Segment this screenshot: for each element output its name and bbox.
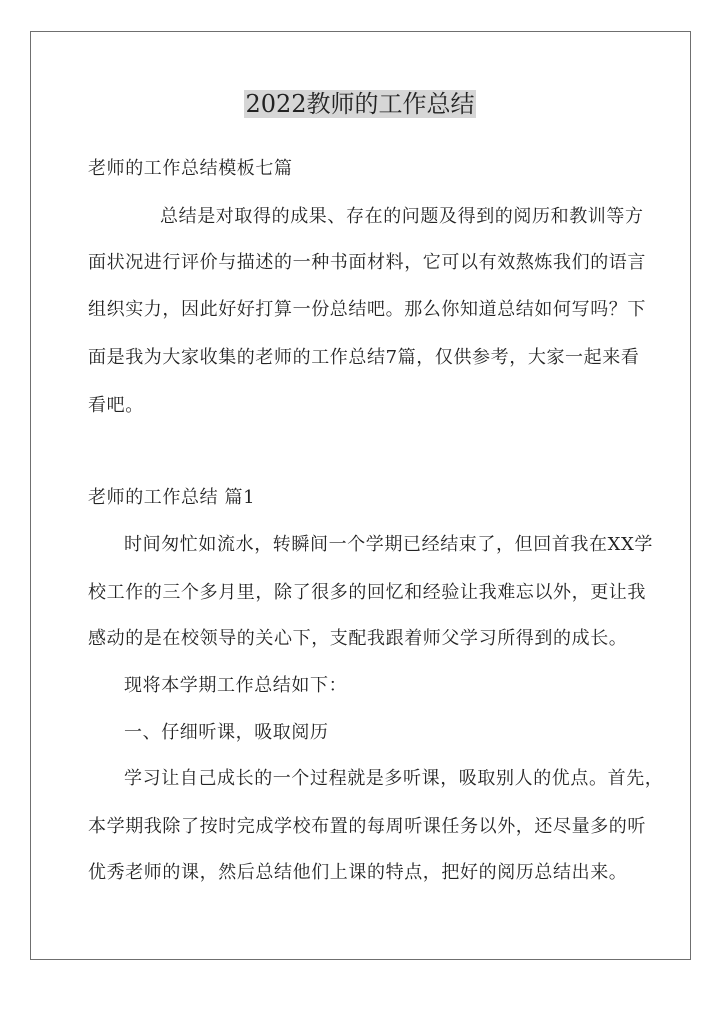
paragraph-3-line-1: 学习让自己成长的一个过程就是多听课，吸取别人的优点。首先， [124,768,664,789]
document-title [0,84,720,124]
document-subtitle: 老师的工作总结模板七篇 [88,158,293,179]
section-heading: 老师的工作总结 篇1 [88,487,256,508]
paragraph-2: 现将本学期工作总结如下： [124,675,348,696]
paragraph-1-line-1: 时间匆忙如流水，转瞬间一个学期已经结束了，但回首我在XX学 [124,534,654,555]
intro-line-1: 总结是对取得的成果、存在的问题及得到的阅历和教训等方 [160,206,644,227]
intro-line-2: 面状况进行评价与描述的一种书面材料，它可以有效熬炼我们的语言 [88,252,646,273]
paragraph-1-line-2: 校工作的三个多月里，除了很多的回忆和经验让我难忘以外，更让我 [88,582,646,603]
paragraph-3-line-3: 优秀老师的课，然后总结他们上课的特点，把好的阅历总结出来。 [88,862,628,883]
intro-line-3: 组织实力，因此好好打算一份总结吧。那么你知道总结如何写吗？下 [88,299,646,320]
intro-line-5: 看吧。 [88,395,144,416]
item-1-heading: 一、仔细听课，吸取阅历 [124,722,329,743]
document-title-text: 2022教师的工作总结 [245,90,475,118]
paragraph-3-line-2: 本学期我除了按时完成学校布置的每周听课任务以外，还尽量多的听 [88,816,646,837]
intro-line-4: 面是我为大家收集的老师的工作总结7篇，仅供参考，大家一起来看 [88,347,640,368]
paragraph-1-line-3: 感动的是在校领导的关心下，支配我跟着师父学习所得到的成长。 [88,628,628,649]
